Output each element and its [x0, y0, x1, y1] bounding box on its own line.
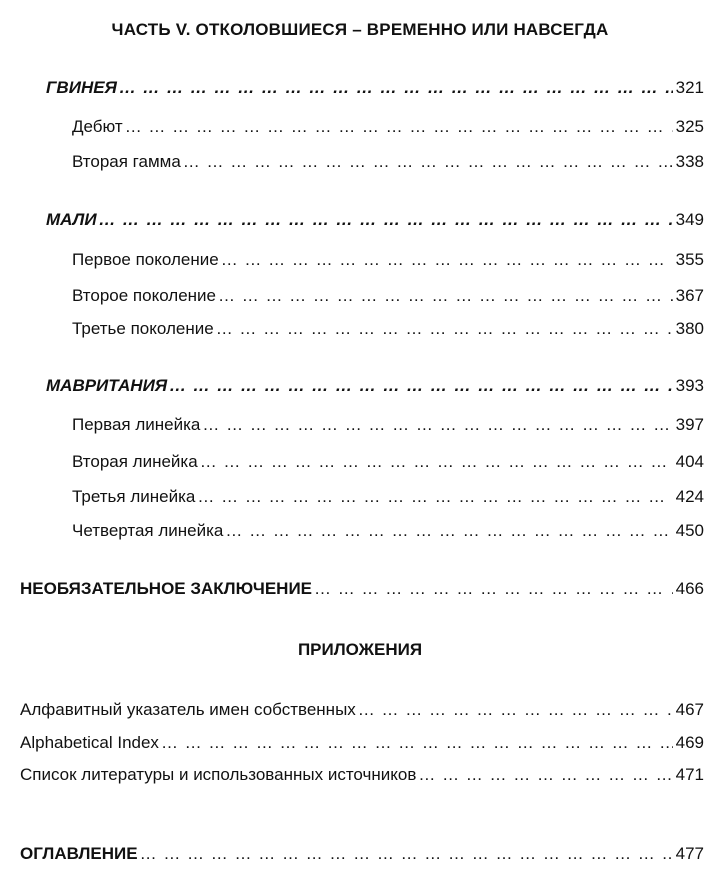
toc-entry-label: Третье поколение — [72, 319, 214, 338]
toc-leader-dots — [314, 579, 673, 599]
toc-entry-label: ГВИНЕЯ — [46, 78, 117, 97]
toc-leader-dots — [218, 286, 673, 306]
toc-entry-label: Алфавитный указатель имен собственных — [20, 700, 356, 719]
toc-page-number: 469 — [675, 733, 704, 752]
toc-entry-label: Alphabetical Index — [20, 733, 159, 752]
toc-entry-label: МАЛИ — [46, 210, 97, 229]
toc-entry-label: Четвертая линейка — [72, 521, 224, 540]
toc-page-number: 466 — [675, 579, 704, 598]
toc-entry-conclusion[interactable] — [20, 579, 704, 603]
toc-entry-first-generation[interactable] — [72, 250, 704, 274]
toc-leader-dots — [225, 521, 672, 541]
toc-entry-label: МАВРИТАНИЯ — [46, 376, 168, 395]
toc-leader-dots — [161, 733, 673, 753]
toc-page-number: 321 — [675, 78, 704, 97]
toc-leader-dots — [221, 250, 673, 270]
toc-page-number: 467 — [675, 700, 704, 719]
toc-page-number: 338 — [675, 152, 704, 171]
toc-entry-label: Третья линейка — [72, 487, 196, 506]
toc-entry-contents[interactable] — [20, 844, 704, 868]
toc-entry-label: Вторая линейка — [72, 452, 198, 471]
toc-leader-dots — [125, 117, 673, 137]
toc-page-number: 471 — [675, 765, 704, 784]
toc-leader-dots — [140, 844, 673, 864]
toc-page-number: 477 — [675, 844, 704, 863]
toc-leader-dots — [202, 415, 672, 435]
appendices-heading: ПРИЛОЖЕНИЯ — [297, 640, 423, 659]
toc-entry-mauritania[interactable] — [46, 376, 704, 400]
toc-page-number: 349 — [675, 210, 704, 229]
toc-page-number: 404 — [675, 452, 704, 471]
toc-leader-dots — [99, 210, 673, 230]
toc-entry-label: НЕОБЯЗАТЕЛЬНОЕ ЗАКЛЮЧЕНИЕ — [20, 579, 313, 598]
toc-entry-name-index[interactable] — [20, 700, 704, 724]
toc-page-number: 380 — [675, 319, 704, 338]
toc-entry-mali[interactable] — [46, 210, 704, 234]
toc-page-number: 424 — [675, 487, 704, 506]
toc-entry-fourth-line[interactable] — [72, 521, 704, 545]
toc-entry-label: ОГЛАВЛЕНИЕ — [20, 844, 138, 863]
toc-entry-label: Вторая гамма — [72, 152, 181, 171]
toc-page-number: 355 — [675, 250, 704, 269]
toc-entry-third-generation[interactable] — [72, 319, 704, 343]
toc-leader-dots — [119, 78, 673, 98]
toc-entry-label: Первая линейка — [72, 415, 201, 434]
toc-page-number: 450 — [675, 521, 704, 540]
toc-leader-dots — [358, 700, 673, 720]
toc-entry-bibliography[interactable] — [20, 765, 704, 789]
toc-entry-label: Второе поколение — [72, 286, 216, 305]
toc-entry-alphabetical-index[interactable] — [20, 733, 704, 757]
toc-leader-dots — [183, 152, 673, 172]
toc-entry-label: Список литературы и использованных источников — [20, 765, 417, 784]
toc-entry-second-gamma[interactable] — [72, 152, 704, 176]
toc-leader-dots — [197, 487, 672, 507]
toc-page-number: 367 — [675, 286, 704, 305]
toc-entry-label: Первое поколение — [72, 250, 219, 269]
toc-leader-dots — [169, 376, 672, 396]
toc-page-number: 397 — [675, 415, 704, 434]
toc-entry-third-line[interactable] — [72, 487, 704, 511]
toc-entry-second-generation[interactable] — [72, 286, 704, 310]
toc-page-number: 393 — [675, 376, 704, 395]
toc-entry-second-line[interactable] — [72, 452, 704, 476]
toc-leader-dots — [418, 765, 672, 785]
toc-entry-label: Дебют — [72, 117, 123, 136]
part-title: ЧАСТЬ V. ОТКОЛОВШИЕСЯ – ВРЕМЕННО ИЛИ НАВСЕГДА — [111, 20, 609, 39]
toc-entry-debut[interactable] — [72, 117, 704, 141]
toc-page-number: 325 — [675, 117, 704, 136]
toc-leader-dots — [216, 319, 673, 339]
toc-entry-first-line[interactable] — [72, 415, 704, 439]
toc-leader-dots — [200, 452, 673, 472]
toc-entry-guinea[interactable] — [46, 78, 704, 102]
